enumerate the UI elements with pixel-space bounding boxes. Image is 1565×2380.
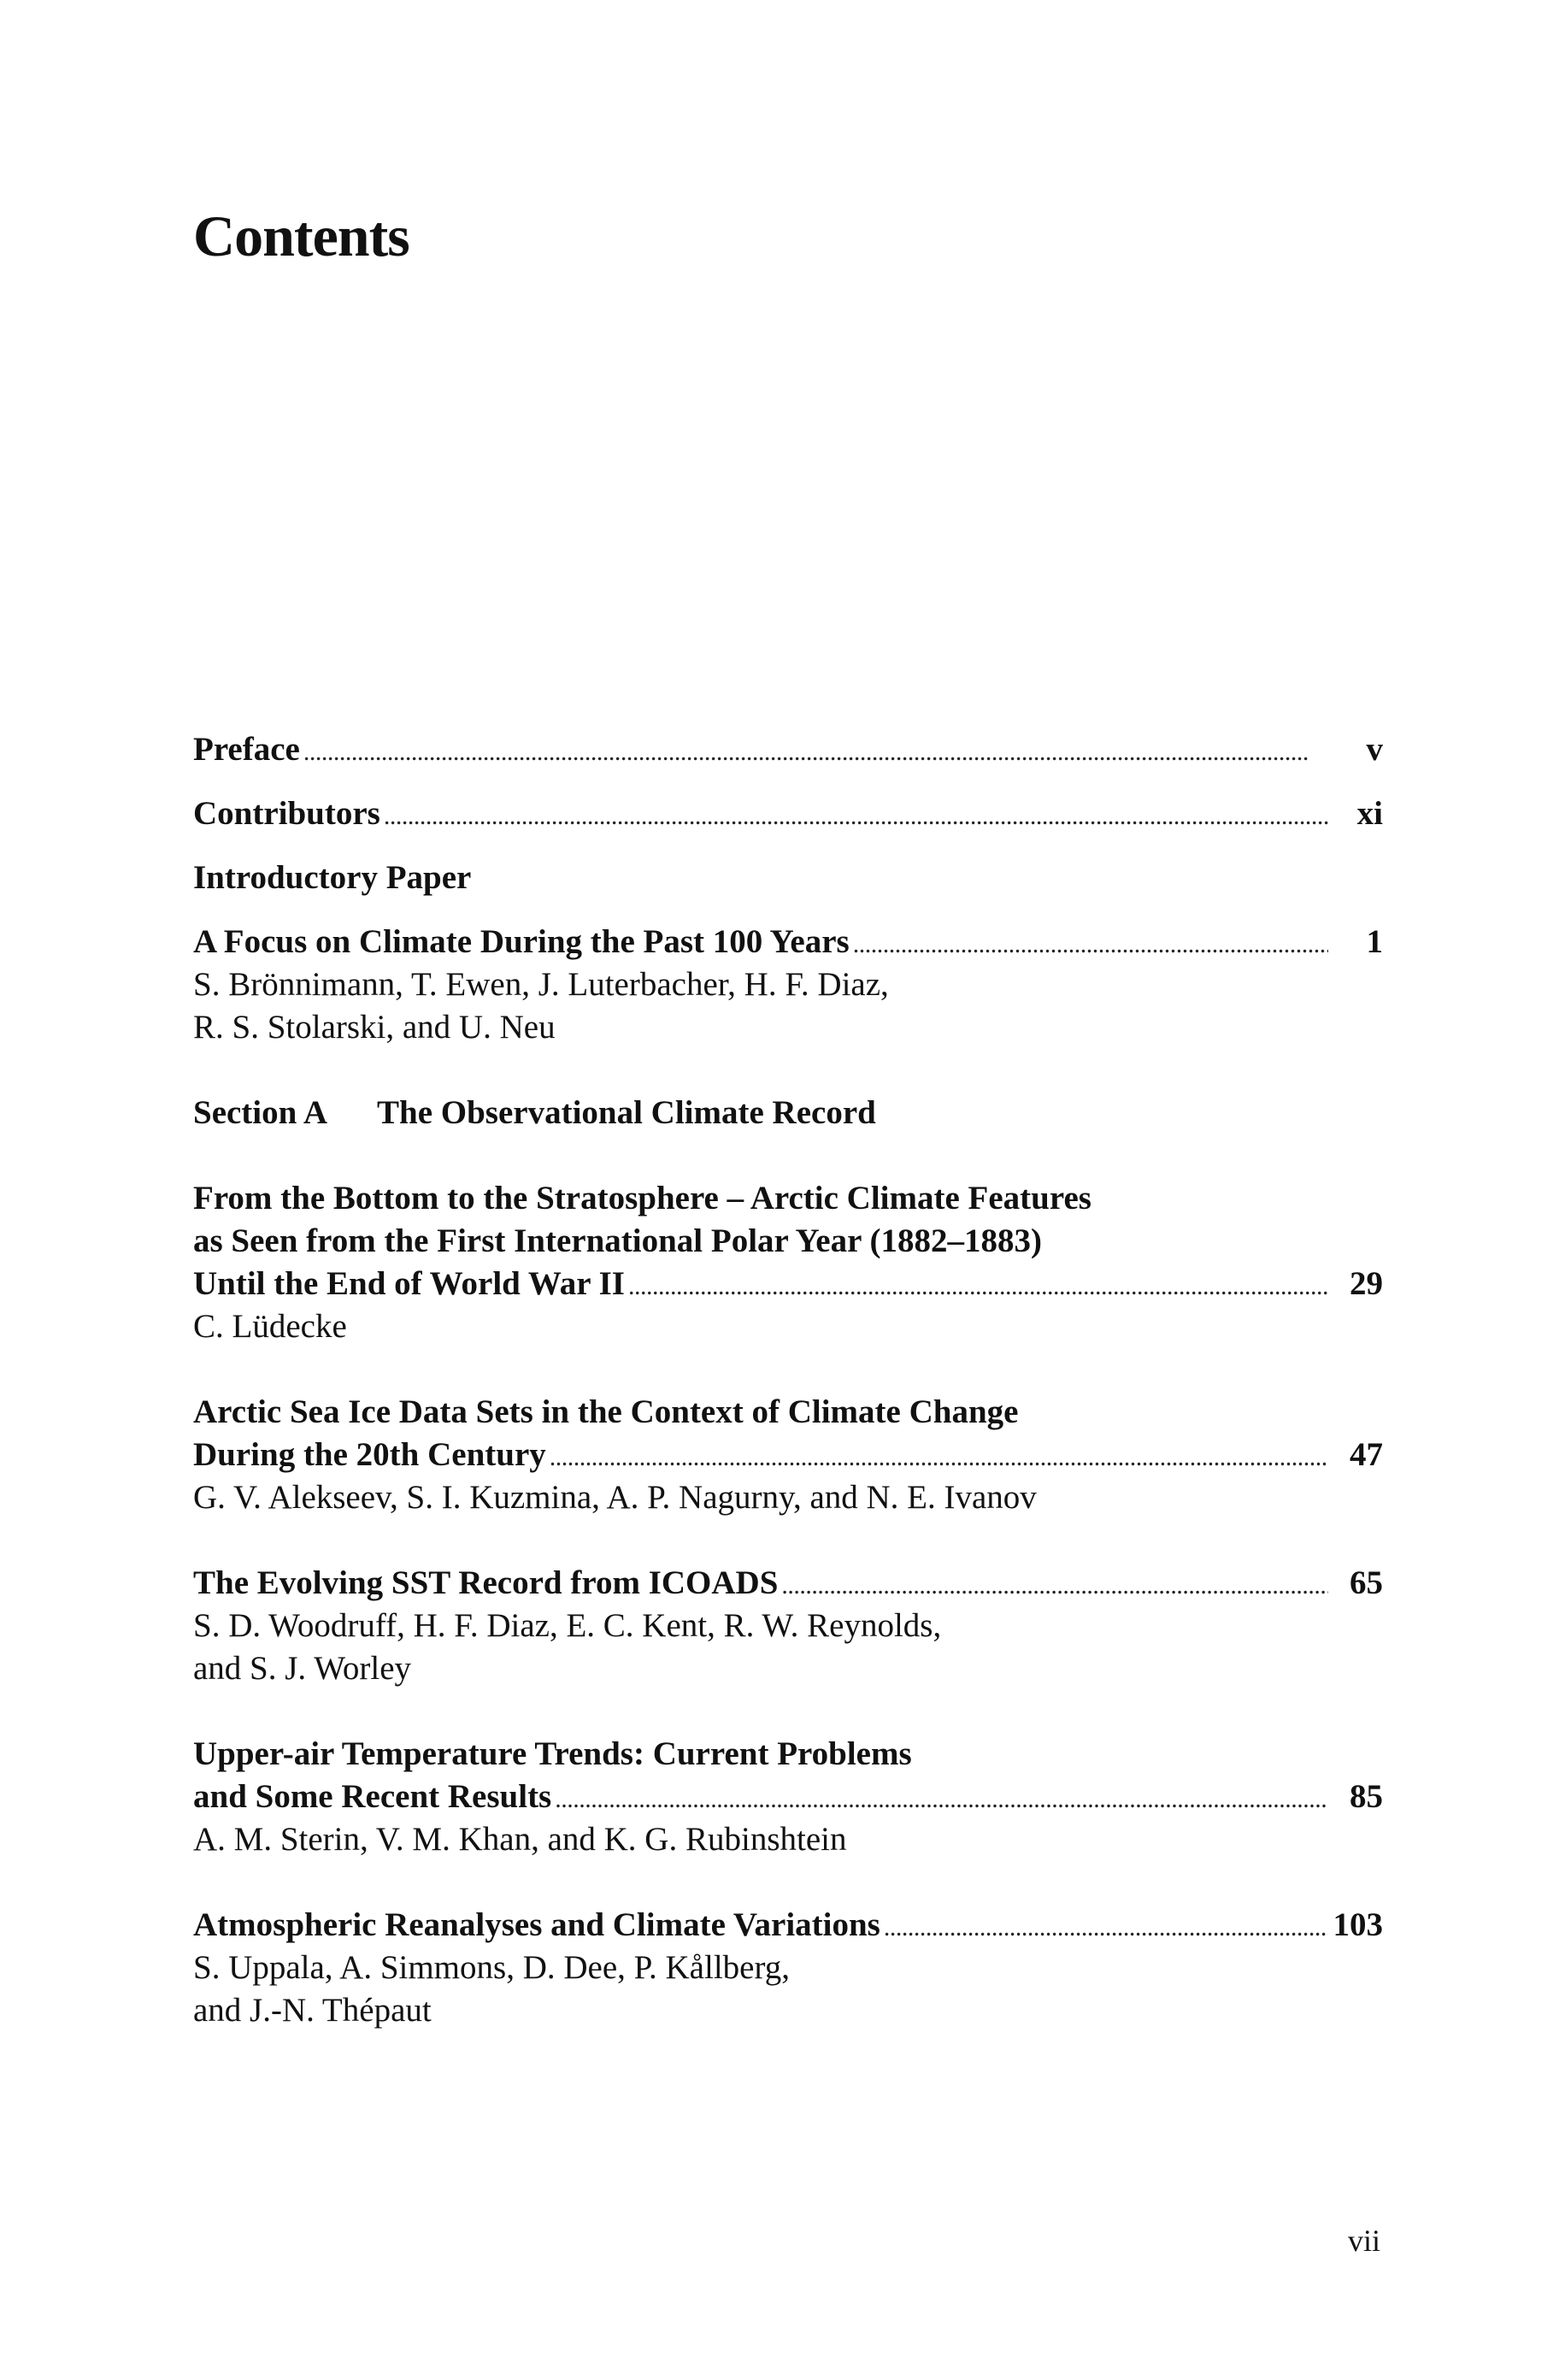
entry-title: Until the End of World War II bbox=[193, 1265, 625, 1302]
entry-title-line: as Seen from the First International Polar Year (1882–1883) bbox=[193, 1222, 1042, 1259]
entry-title: Contributors bbox=[193, 795, 380, 832]
dot-leader bbox=[384, 792, 1328, 838]
dot-leader bbox=[781, 1562, 1328, 1607]
page-number: 29 bbox=[1350, 1265, 1383, 1302]
entry-title: and Some Recent Results bbox=[193, 1778, 552, 1815]
entry-title: During the 20th Century bbox=[193, 1436, 546, 1473]
entry-title: Atmospheric Reanalyses and Climate Variations bbox=[193, 1906, 880, 1943]
section-label: Section A bbox=[193, 1094, 328, 1131]
page-title: Contents bbox=[193, 203, 409, 268]
entry-authors: S. Uppala, A. Simmons, D. Dee, P. Kållberg, bbox=[193, 1949, 791, 1986]
page-number: 85 bbox=[1350, 1778, 1383, 1815]
dot-leader bbox=[884, 1904, 1328, 1949]
table-of-contents bbox=[193, 728, 1383, 2032]
toc-entry-contributors[interactable] bbox=[193, 792, 1383, 835]
dot-leader bbox=[550, 1434, 1328, 1479]
entry-authors: G. V. Alekseev, S. I. Kuzmina, A. P. Nagurny, and N. E. Ivanov bbox=[193, 1479, 1037, 1516]
dot-leader bbox=[853, 921, 1328, 966]
toc-entry[interactable] bbox=[193, 1391, 1383, 1519]
entry-title-line: Upper-air Temperature Trends: Current Problems bbox=[193, 1735, 912, 1772]
toc-entry[interactable] bbox=[193, 1904, 1383, 2032]
section-heading bbox=[193, 1092, 1383, 1134]
page-number: 103 bbox=[1333, 1906, 1383, 1943]
toc-entry[interactable] bbox=[193, 1562, 1383, 1690]
toc-entry[interactable] bbox=[193, 1177, 1383, 1348]
entry-authors: C. Lüdecke bbox=[193, 1308, 347, 1345]
entry-authors: and S. J. Worley bbox=[193, 1650, 412, 1687]
dot-leader bbox=[628, 1263, 1328, 1308]
entry-authors: R. S. Stolarski, and U. Neu bbox=[193, 1009, 556, 1046]
page-number: xi bbox=[1356, 795, 1383, 832]
entry-title: A Focus on Climate During the Past 100 Years bbox=[193, 923, 850, 960]
toc-entry-intro-paper[interactable] bbox=[193, 921, 1383, 1049]
entry-title-line: From the Bottom to the Stratosphere – Arctic Climate Features bbox=[193, 1180, 1091, 1217]
toc-entry[interactable] bbox=[193, 1733, 1383, 1861]
entry-authors: S. D. Woodruff, H. F. Diaz, E. C. Kent, R. W. Reynolds, bbox=[193, 1607, 942, 1644]
introductory-heading: Introductory Paper bbox=[193, 859, 472, 896]
page-number: v bbox=[1366, 731, 1383, 768]
dot-leader bbox=[303, 728, 1328, 774]
entry-authors: and J.-N. Thépaut bbox=[193, 1992, 432, 2029]
entry-title-line: Arctic Sea Ice Data Sets in the Context of Climate Change bbox=[193, 1393, 1019, 1430]
page-number: 1 bbox=[1366, 923, 1383, 960]
dot-leader bbox=[555, 1776, 1328, 1821]
page-folio: vii bbox=[1347, 2224, 1380, 2258]
entry-title: Preface bbox=[193, 731, 300, 768]
page-number: 47 bbox=[1350, 1436, 1383, 1473]
page-number: 65 bbox=[1350, 1564, 1383, 1601]
entry-authors: A. M. Sterin, V. M. Khan, and K. G. Rubinshtein bbox=[193, 1821, 847, 1858]
toc-entry-preface[interactable] bbox=[193, 728, 1383, 771]
section-title: The Observational Climate Record bbox=[377, 1094, 876, 1131]
entry-title: The Evolving SST Record from ICOADS bbox=[193, 1564, 779, 1601]
entry-authors: S. Brönnimann, T. Ewen, J. Luterbacher, H. F. Diaz, bbox=[193, 966, 889, 1003]
